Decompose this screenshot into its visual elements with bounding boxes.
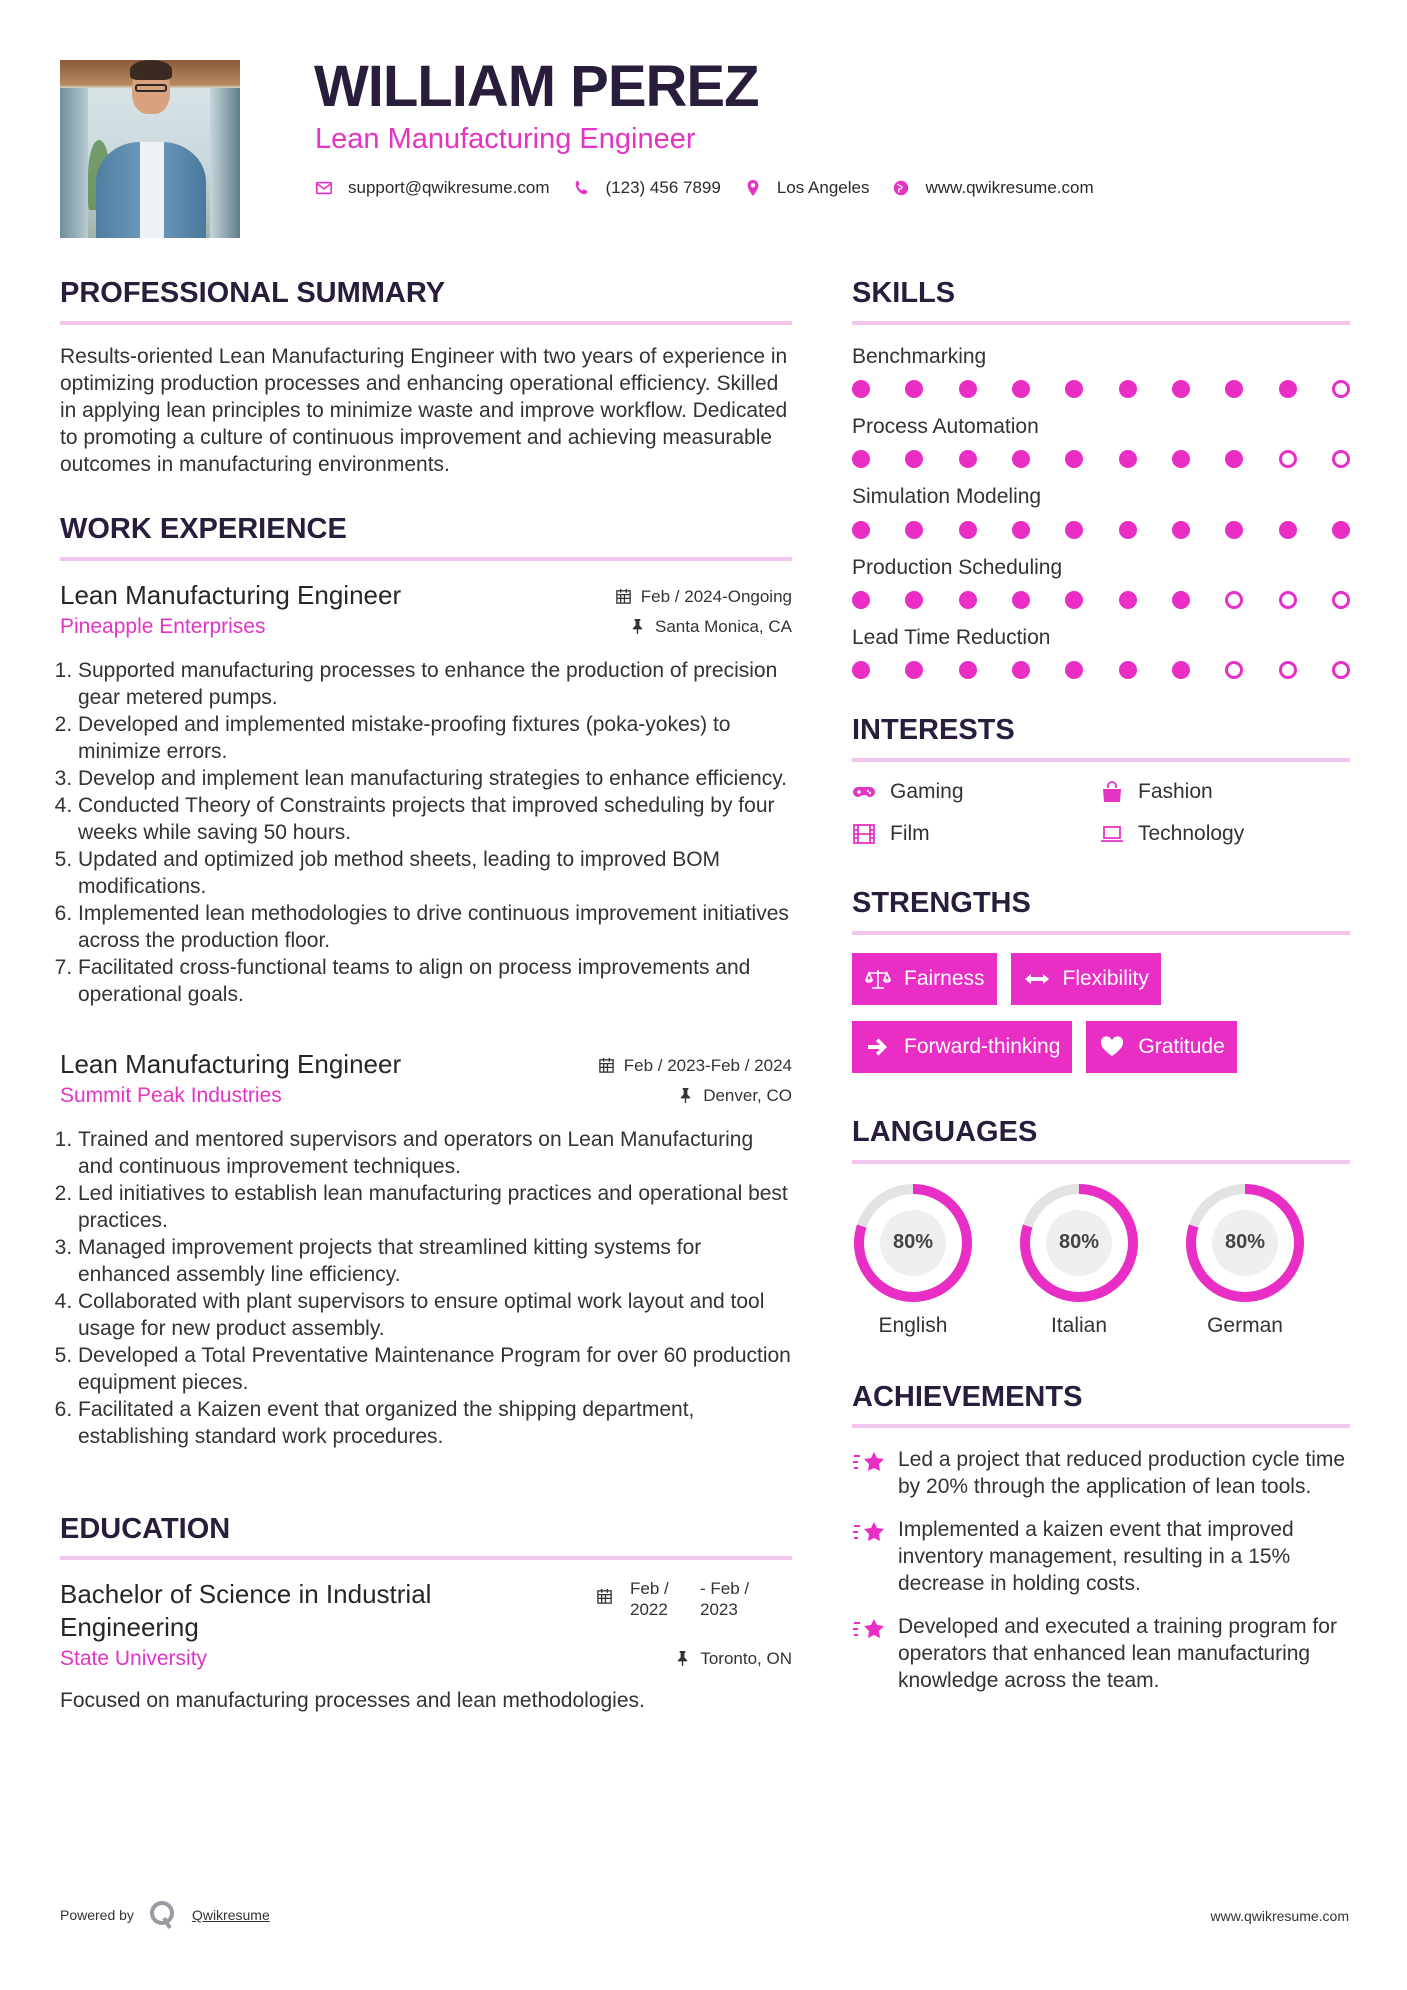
filled-dot-icon — [1332, 521, 1350, 539]
bullet-item: 5. Updated and optimized job method sheets, leading to improved BOM modifications. — [78, 846, 792, 900]
section-heading: PROFESSIONAL SUMMARY — [60, 276, 792, 325]
contact-phone[interactable]: (123) 456 7899 — [572, 178, 721, 198]
bullet-item: 7. Facilitated cross-functional teams to align on process improvements and operational goals. — [78, 954, 792, 1008]
skill-name: Process Automation — [852, 415, 1039, 439]
section-heading: WORK EXPERIENCE — [60, 512, 792, 561]
empty-dot-icon — [1332, 450, 1350, 468]
strength-chip-gratitude: Gratitude — [1086, 1021, 1236, 1073]
empty-dot-icon — [1279, 661, 1297, 679]
filled-dot-icon — [1279, 380, 1297, 398]
footer-powered-by: Powered by Qwikresume — [60, 1900, 270, 1930]
calendar-icon — [598, 1057, 616, 1075]
strengths-section — [852, 886, 1350, 1073]
pushpin-icon — [677, 1087, 695, 1105]
degree-name: Bachelor of Science in Industrial Engineering — [60, 1579, 432, 1642]
progress-ring: 80% — [852, 1182, 974, 1304]
filled-dot-icon — [852, 661, 870, 679]
calendar-icon — [596, 1588, 614, 1606]
calendar-icon — [615, 588, 633, 606]
bullet-item: 3. Develop and implement lean manufacturing strategies to enhance efficiency. — [78, 765, 792, 792]
skill-rating — [852, 661, 1350, 679]
empty-dot-icon — [1332, 591, 1350, 609]
filled-dot-icon — [905, 380, 923, 398]
arrows-horizontal-icon — [1023, 968, 1051, 990]
job-location: Santa Monica, CA — [629, 617, 792, 637]
candidate-title: Lean Manufacturing Engineer — [315, 123, 696, 155]
skill-rating — [852, 450, 1350, 468]
interest-technology: Technology — [1100, 822, 1348, 846]
job-role: Lean Manufacturing Engineer — [60, 1048, 402, 1079]
section-heading: LANGUAGES — [852, 1115, 1350, 1164]
filled-dot-icon — [1225, 521, 1243, 539]
right-column — [852, 276, 1350, 1710]
filled-dot-icon — [1065, 521, 1083, 539]
empty-dot-icon — [1332, 661, 1350, 679]
skill-row — [852, 624, 1350, 679]
profile-photo — [60, 60, 240, 238]
progress-ring: 80% — [1018, 1182, 1140, 1304]
section-heading: INTERESTS — [852, 713, 1350, 762]
filled-dot-icon — [1012, 661, 1030, 679]
filled-dot-icon — [905, 521, 923, 539]
job-dates: Feb / 2024-Ongoing — [615, 587, 792, 607]
bullet-item: 2. Led initiatives to establish lean manufacturing practices and operational best practices. — [78, 1180, 792, 1234]
filled-dot-icon — [1172, 450, 1190, 468]
job-role: Lean Manufacturing Engineer — [60, 579, 402, 610]
job-bullets — [60, 1126, 792, 1450]
experience-section — [60, 512, 792, 1450]
filled-dot-icon — [1172, 521, 1190, 539]
shooting-star-icon — [852, 1518, 886, 1548]
filled-dot-icon — [1119, 661, 1137, 679]
filled-dot-icon — [1065, 380, 1083, 398]
section-heading: EDUCATION — [60, 1512, 792, 1561]
skill-row — [852, 554, 1350, 609]
filled-dot-icon — [905, 591, 923, 609]
strength-chip-forward-thinking: Forward-thinking — [852, 1021, 1072, 1073]
skills-section — [852, 276, 1350, 679]
skill-name: Production Scheduling — [852, 555, 1063, 579]
filled-dot-icon — [1119, 591, 1137, 609]
skill-name: Lead Time Reduction — [852, 625, 1051, 649]
achievement-item: Implemented a kaizen event that improved inventory management, resulting in a 15% decrease in holding costs. — [852, 1516, 1350, 1597]
filled-dot-icon — [852, 591, 870, 609]
pushpin-icon — [629, 618, 647, 636]
section-heading: STRENGTHS — [852, 886, 1350, 935]
heart-icon — [1098, 1036, 1126, 1058]
company-name: Pineapple Enterprises — [60, 615, 266, 639]
phone-icon — [572, 178, 592, 198]
shopping-bag-icon — [1100, 780, 1126, 804]
bullet-item: 3. Managed improvement projects that streamlined kitting systems for enhanced assembly line efficiency. — [78, 1234, 792, 1288]
qwikresume-link[interactable]: Qwikresume — [191, 1907, 270, 1923]
filled-dot-icon — [1065, 591, 1083, 609]
contact-email[interactable]: support@qwikresume.com — [314, 178, 550, 198]
bullet-item: 4. Collaborated with plant supervisors to ensure optimal work layout and tool usage for new product assembly. — [78, 1288, 792, 1342]
languages-section — [852, 1115, 1350, 1338]
filled-dot-icon — [1012, 521, 1030, 539]
strength-chip-flexibility: Flexibility — [1011, 953, 1161, 1005]
gamepad-icon — [852, 780, 878, 804]
filled-dot-icon — [1225, 380, 1243, 398]
job-entry — [60, 1048, 792, 1450]
left-column — [60, 276, 792, 1714]
interest-film: Film — [852, 822, 1100, 846]
filled-dot-icon — [1172, 591, 1190, 609]
skill-row — [852, 343, 1350, 398]
map-pin-icon — [743, 178, 763, 198]
arrow-right-icon — [864, 1036, 892, 1058]
filled-dot-icon — [1065, 661, 1083, 679]
filled-dot-icon — [1225, 450, 1243, 468]
bullet-item: 1. Supported manufacturing processes to enhance the production of precision gear metered pumps. — [78, 657, 792, 711]
bullet-item: 5. Developed a Total Preventative Maintenance Program for over 60 production equipment pieces. — [78, 1342, 792, 1396]
skill-row — [852, 483, 1350, 538]
contact-website[interactable]: www.qwikresume.com — [891, 178, 1093, 198]
job-dates: Feb / 2023-Feb / 2024 — [598, 1056, 792, 1076]
bullet-item: 6. Implemented lean methodologies to drive continuous improvement initiatives across the production floor. — [78, 900, 792, 954]
filled-dot-icon — [1065, 450, 1083, 468]
summary-text: Results-oriented Lean Manufacturing Engineer with two years of experience in optimizing production processes and enhancing operational efficiency. Skilled in applying lean principles to minimize waste and improve workflow. Dedicated to promoting a culture of continuous improvement and achieving measurable outcomes in manufacturing environments. — [60, 344, 788, 476]
education-dates — [596, 1578, 762, 1620]
filled-dot-icon — [1172, 661, 1190, 679]
skill-rating — [852, 380, 1350, 398]
achievement-item: Developed and executed a training program for operators that enhanced lean manufacturing knowledge across the team. — [852, 1613, 1350, 1694]
filled-dot-icon — [852, 380, 870, 398]
empty-dot-icon — [1332, 380, 1350, 398]
filled-dot-icon — [852, 450, 870, 468]
bullet-item: 2. Developed and implemented mistake-proofing fixtures (poka-yokes) to minimize errors. — [78, 711, 792, 765]
bullet-item: 6. Facilitated a Kaizen event that organized the shipping department, establishing standard work procedures. — [78, 1396, 792, 1450]
globe-icon — [891, 178, 911, 198]
empty-dot-icon — [1225, 661, 1243, 679]
education-section — [60, 1512, 792, 1714]
shooting-star-icon — [852, 1448, 886, 1478]
achievements-section — [852, 1380, 1350, 1695]
filled-dot-icon — [959, 380, 977, 398]
filled-dot-icon — [1172, 380, 1190, 398]
filled-dot-icon — [852, 521, 870, 539]
education-start: Feb / 2022 — [630, 1579, 669, 1620]
empty-dot-icon — [1225, 591, 1243, 609]
filled-dot-icon — [959, 661, 977, 679]
education-location: Toronto, ON — [674, 1649, 792, 1669]
filled-dot-icon — [1119, 521, 1137, 539]
empty-dot-icon — [1279, 591, 1297, 609]
qwikresume-logo-icon — [148, 1900, 178, 1930]
skill-name: Simulation Modeling — [852, 485, 1042, 509]
company-name: Summit Peak Industries — [60, 1084, 282, 1108]
strength-chip-fairness: Fairness — [852, 953, 997, 1005]
filled-dot-icon — [1012, 450, 1030, 468]
education-end: - Feb / 2023 — [700, 1579, 750, 1620]
filled-dot-icon — [959, 521, 977, 539]
contact-bar — [314, 178, 1116, 198]
interest-gaming: Gaming — [852, 780, 1100, 804]
filled-dot-icon — [959, 450, 977, 468]
language-english: 80% English — [852, 1182, 974, 1338]
section-heading: SKILLS — [852, 276, 1350, 325]
school-name: State University — [60, 1647, 208, 1671]
footer-website[interactable]: www.qwikresume.com — [1210, 1908, 1349, 1924]
achievement-item: Led a project that reduced production cycle time by 20% through the application of lean tools. — [852, 1446, 1350, 1500]
education-description: Focused on manufacturing processes and lean methodologies. — [60, 1688, 645, 1712]
job-bullets — [60, 657, 792, 1008]
filled-dot-icon — [1012, 380, 1030, 398]
interests-section — [852, 713, 1350, 846]
summary-section — [60, 276, 792, 478]
filled-dot-icon — [905, 661, 923, 679]
section-heading: ACHIEVEMENTS — [852, 1380, 1350, 1429]
film-icon — [852, 822, 878, 846]
filled-dot-icon — [1012, 591, 1030, 609]
candidate-name: WILLIAM PEREZ — [314, 54, 759, 119]
laptop-icon — [1100, 822, 1126, 846]
skill-rating — [852, 521, 1350, 539]
skill-name: Benchmarking — [852, 344, 987, 368]
pushpin-icon — [674, 1650, 692, 1668]
filled-dot-icon — [1119, 450, 1137, 468]
filled-dot-icon — [959, 591, 977, 609]
job-entry — [60, 579, 792, 1008]
interest-fashion: Fashion — [1100, 780, 1348, 804]
skill-row — [852, 413, 1350, 468]
language-german: 80% German — [1184, 1182, 1306, 1338]
bullet-item: 1. Trained and mentored supervisors and operators on Lean Manufacturing and continuous improvement techniques. — [78, 1126, 792, 1180]
bullet-item: 4. Conducted Theory of Constraints projects that improved scheduling by four weeks while saving 50 hours. — [78, 792, 792, 846]
language-italian: 80% Italian — [1018, 1182, 1140, 1338]
filled-dot-icon — [905, 450, 923, 468]
job-location: Denver, CO — [677, 1086, 792, 1106]
balance-scale-icon — [864, 968, 892, 990]
contact-location: Los Angeles — [743, 178, 870, 198]
envelope-icon — [314, 178, 334, 198]
filled-dot-icon — [1279, 521, 1297, 539]
empty-dot-icon — [1279, 450, 1297, 468]
shooting-star-icon — [852, 1615, 886, 1645]
filled-dot-icon — [1119, 380, 1137, 398]
skill-rating — [852, 591, 1350, 609]
progress-ring: 80% — [1184, 1182, 1306, 1304]
